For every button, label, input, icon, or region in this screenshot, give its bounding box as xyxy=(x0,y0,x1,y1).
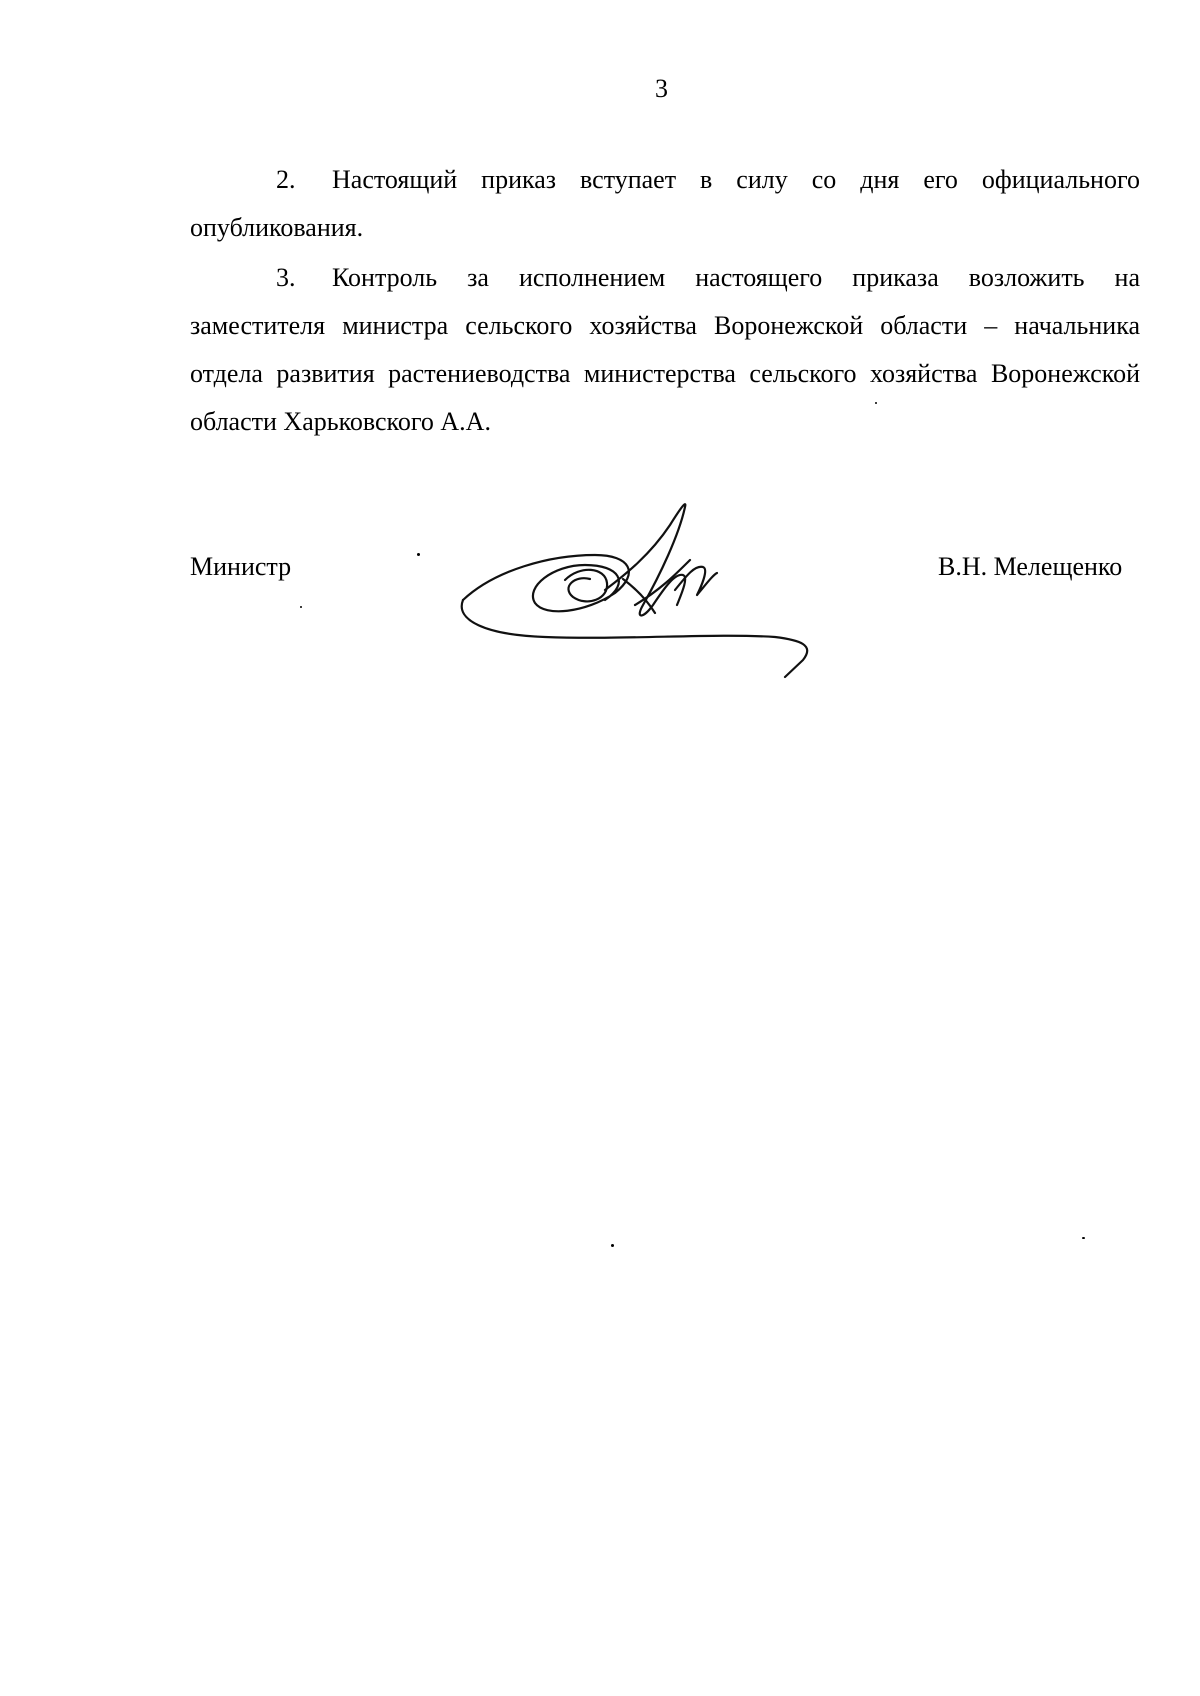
scan-speck xyxy=(875,402,877,404)
paragraph-3-number: 3. xyxy=(276,263,296,292)
paragraph-2-number: 2. xyxy=(276,165,296,194)
paragraph-3 xyxy=(190,254,1140,446)
scan-speck xyxy=(611,1244,614,1247)
paragraph-2-text: Настоящий приказ вступает в силу со дня его официального опубликования. xyxy=(190,165,1140,242)
scan-speck xyxy=(1082,1237,1085,1239)
page-number: 3 xyxy=(655,74,668,103)
paragraph-3-text: Контроль за исполнением настоящего приказа возложить на заместителя министра сельского хозяйства Воронежской области – начальника отдела развития растениеводства министерства сельского хозяйства Воронежской области Харьковского А.А. xyxy=(190,263,1140,436)
signatory-name: В.Н. Мелещенко xyxy=(938,552,1123,581)
paragraph-2-content xyxy=(190,156,1140,252)
signatory-title: Министр xyxy=(190,552,292,581)
handwritten-signature xyxy=(455,495,850,680)
paragraph-3-content xyxy=(190,254,1140,446)
scan-speck xyxy=(300,606,302,608)
paragraph-2 xyxy=(190,156,1140,252)
scan-speck xyxy=(417,553,420,556)
